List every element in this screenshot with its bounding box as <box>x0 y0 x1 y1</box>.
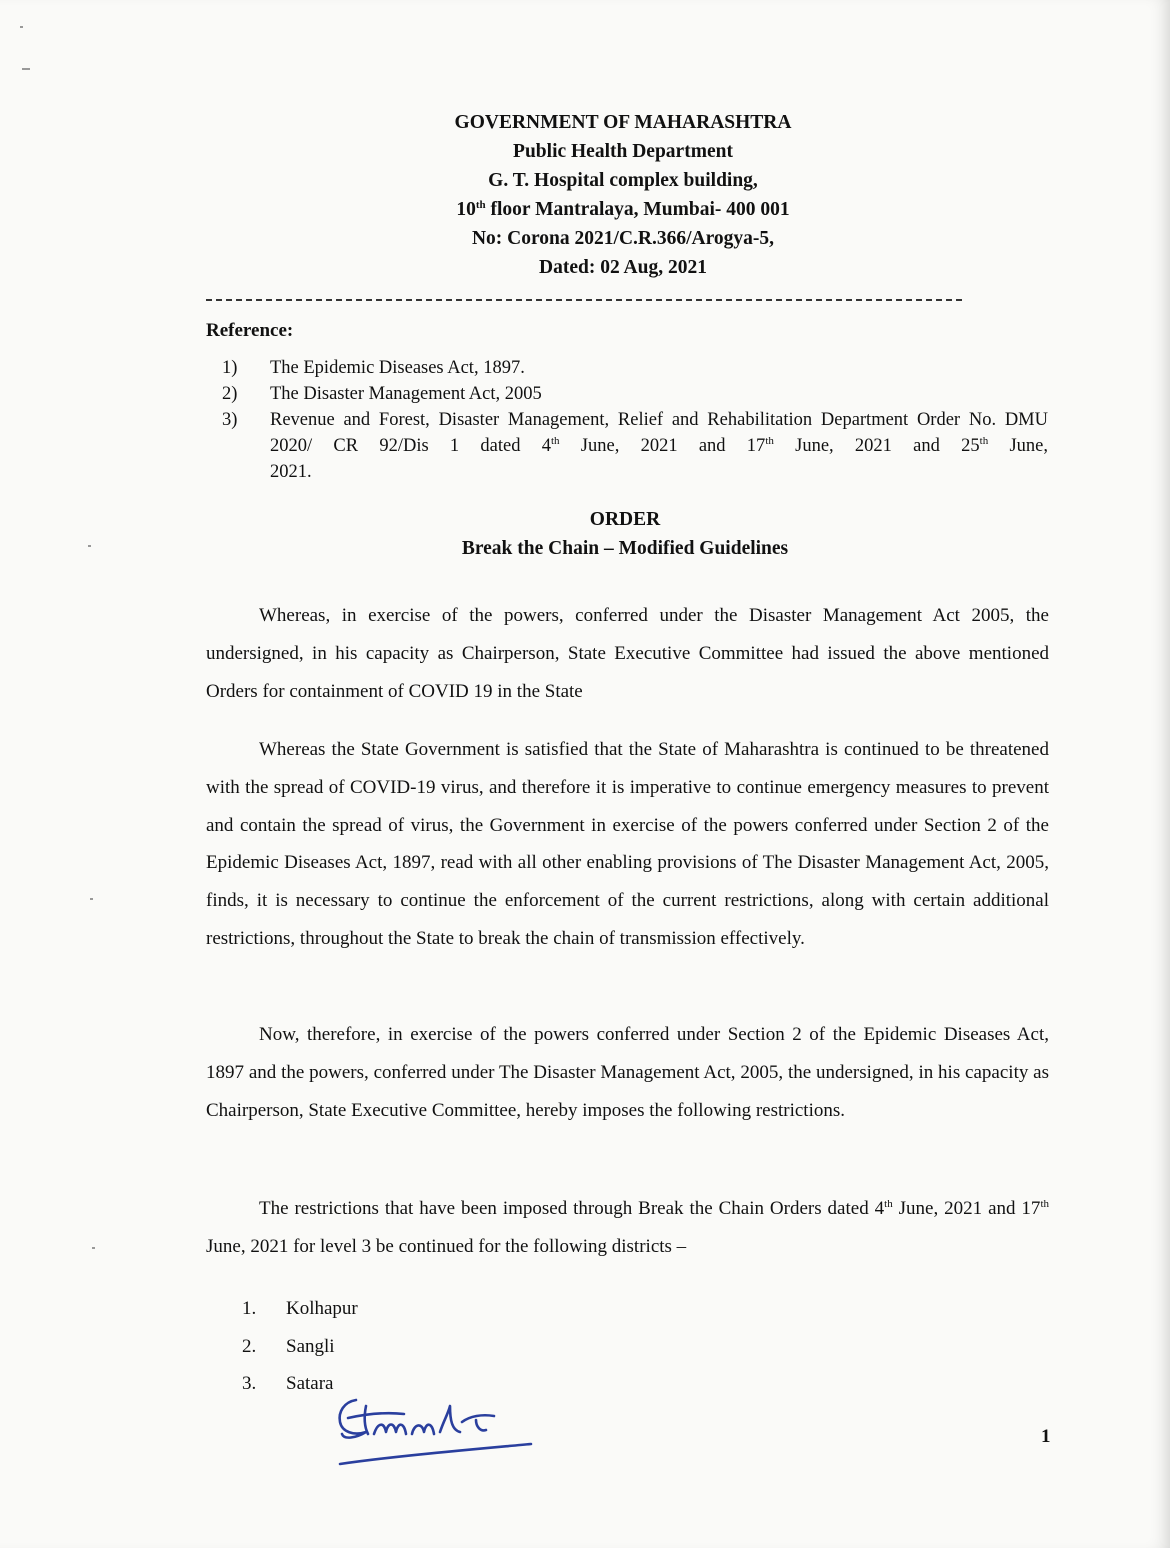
paragraph-whereas-2: Whereas the State Government is satisfied that the State of Maharashtra is continued to be threatened with the spread of COVID-19 virus, and therefore it is imperative to continue emergency measures to prevent and contain the spread of virus, the Government in exercise of the powers conferred under Section 2 of the Epidemic Diseases Act, 1897, read with all other enabling provisions of The Disaster Management Act, 2005, finds, it is necessary to continue the enforcement of the current restrictions, along with certain additional restrictions, throughout the State to break the chain of transmission effectively. <box>206 739 1049 949</box>
reference-list <box>222 355 1048 485</box>
paragraph-now-therefore: Now, therefore, in exercise of the powers conferred under Section 2 of the Epidemic Diseases Act, 1897 and the powers, conferred under The Disaster Management Act, 2005, the undersigned, in his capacity as Chairperson, State Executive Committee, hereby imposes the following restrictions. <box>206 1024 1049 1121</box>
signature <box>326 1392 541 1472</box>
order-subtitle: Break the Chain – Modified Guidelines <box>461 538 789 559</box>
scan-speck <box>90 898 93 900</box>
header-address: 10th floor Mantralaya, Mumbai- 400 001 <box>456 199 790 220</box>
scan-speck <box>20 26 23 28</box>
letterhead <box>0 108 1170 282</box>
reference-title: Reference: <box>206 320 294 341</box>
header-building: G. T. Hospital complex building, <box>488 170 758 191</box>
paragraph-whereas-1: Whereas, in exercise of the powers, conferred under the Disaster Management Act 2005, the undersigned, in his capacity as Chairperson, State Executive Committee had issued the above mentioned Orders for containment of COVID 19 in the State <box>206 605 1049 702</box>
order-title: ORDER <box>589 509 661 530</box>
scan-speck <box>22 68 30 70</box>
document-page: GOVERNMENT OF MAHARASHTRA Public Health Department G. T. Hospital complex building, 10th floor Mantralaya, Mumbai- 400 001 No: Corona 2021/C.R.366/Arogya-5, Dated: 02 Aug, 2021 Reference: 1) The Epidemic Diseases Act, 1897. 2) The Disaster Management Act, 2005 3) Revenue and Forest, Disaster Management, Relief and Rehabilitation Department Order No. DMU 2020/ CR 92/Dis 1 dated 4th June, 2021 and 17th June, 2021 and 25th June, 2021. ORDER Break the Chain – Modified Guidelines Whereas, in exercise of the powers, conferred under the Disaster Management Act 2005, the undersigned, in his capacity as Chairperson, State Executive Committee had issued the above mentioned Orders for containment of COVID 19 in the State Whereas the State Government is satisfied that the State of Maharashtra is continued to be threatened with the spread of COVID-19 virus, and therefore it is imperative to continue emergency measures to prevent and contain the spread of virus, the Government in exercise of the powers conferred under Section 2 of the Epidemic Diseases Act, 1897, read with all other enabling provisions of The Disaster Management Act, 2005, finds, it is necessary to continue the enforcement of the current restrictions, along with certain additional restrictions, throughout the State to break the chain of transmission effectively. Now, therefore, in exercise of the powers conferred under Section 2 of the Epidemic Diseases Act, 1897 and the powers, conferred under The Disaster Management Act, 2005, the undersigned, in his capacity as Chairperson, State Executive Committee, hereby imposes the following restrictions. The restrictions that have been imposed through Break the Chain Orders dated 4th June, 2021 and 17th June, 2021 for level 3 be continued for the following districts – 1. Kolhapur 2. Sangli 3. Satara 1 <box>0 0 1170 1548</box>
paragraph-restrictions: The restrictions that have been imposed through Break the Chain Orders dated 4th June, 2021 and 17th June, 2021 for level 3 be continued for the following districts – <box>206 1198 1049 1257</box>
header-divider <box>206 299 962 301</box>
header-department: Public Health Department <box>513 141 733 162</box>
header-date: Dated: 02 Aug, 2021 <box>539 257 707 278</box>
page-number: 1 <box>1041 1426 1051 1447</box>
header-government: GOVERNMENT OF MAHARASHTRA <box>454 112 792 133</box>
reference-item: 3) Revenue and Forest, Disaster Management, Relief and Rehabilitation Department Order No. DMU 2020/ CR 92/Dis 1 dated 4th June, 2021 and 17th June, 2021 and 25th June, 2021. <box>222 410 1048 482</box>
header-reference-number: No: Corona 2021/C.R.366/Arogya-5, <box>471 228 775 249</box>
order-heading <box>0 505 1170 563</box>
reference-item: 2) The Disaster Management Act, 2005 <box>222 384 542 404</box>
reference-item: 1) The Epidemic Diseases Act, 1897. <box>222 358 525 378</box>
scan-speck <box>92 1247 95 1249</box>
